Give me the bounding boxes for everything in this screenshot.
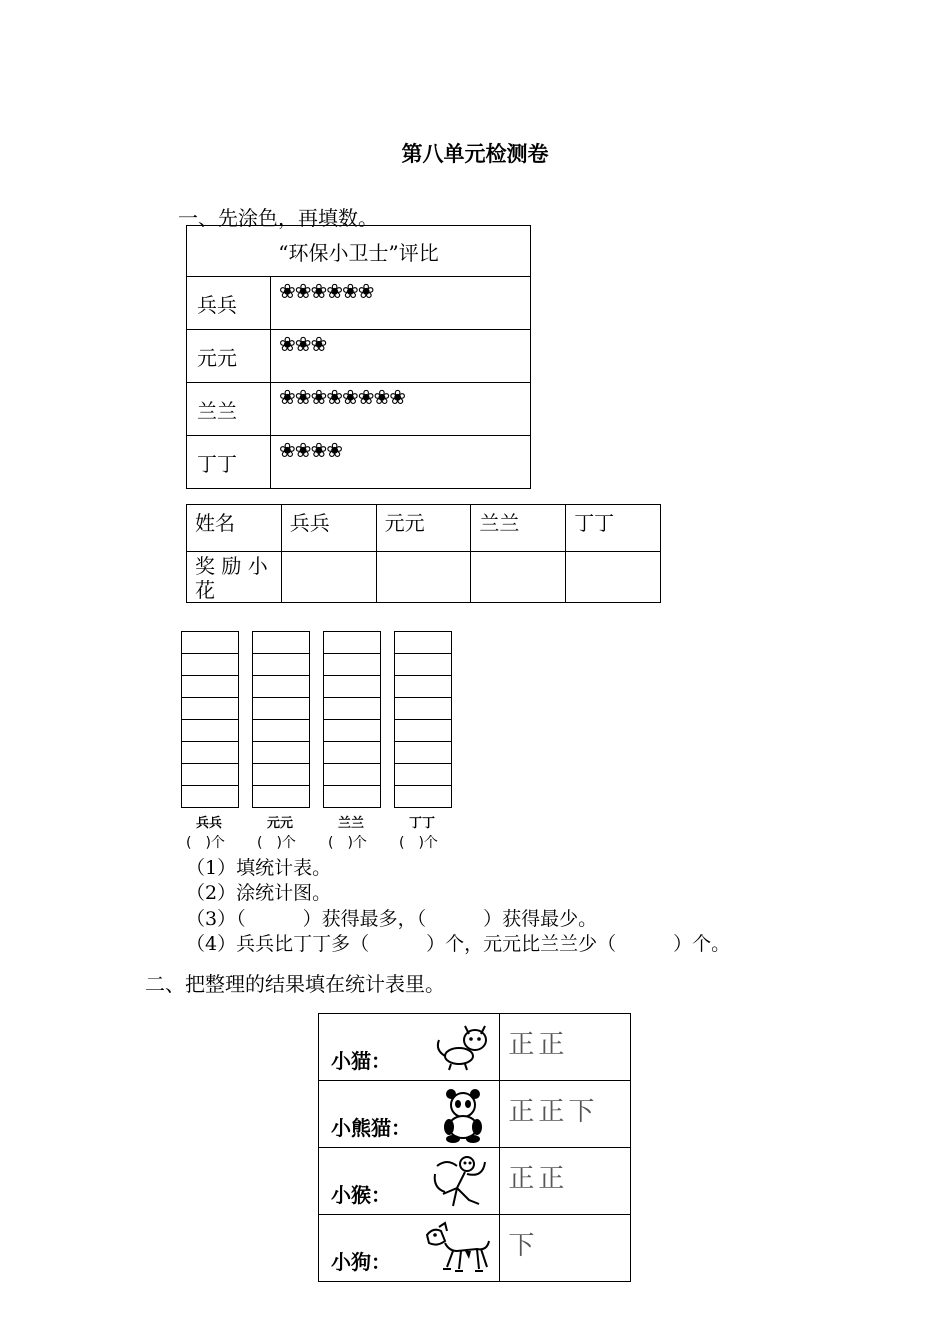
panda-icon [433, 1087, 493, 1145]
animal-label: 小猫： [331, 1049, 391, 1073]
animal-label: 小狗： [331, 1250, 391, 1274]
rating-table-header: “环保小卫士”评比 [187, 226, 531, 277]
question-4: （4）兵兵比丁丁多（ ）个，元元比兰兰少（ ）个。 [186, 933, 731, 955]
page-title: 第八单元检测卷 [401, 142, 549, 166]
tally-cell [500, 1148, 631, 1215]
tally-label-cell [319, 1014, 500, 1081]
stat-header-cell: 姓名 [187, 505, 282, 552]
chart-column[interactable] [394, 631, 452, 808]
chart-label: 兰兰 [337, 816, 364, 831]
chart-label: 兵兵 [195, 816, 222, 831]
stat-row-label: 奖 励 小 花 [187, 552, 282, 603]
chart-count: ( )个 [328, 835, 367, 851]
question-2: （2）涂统计图。 [186, 882, 332, 904]
chart-label: 丁丁 [408, 816, 435, 831]
section2-heading: 二、把整理的结果填在统计表里。 [145, 972, 445, 996]
rating-name: 兰兰 [187, 383, 271, 436]
monkey-icon [427, 1154, 493, 1210]
cat-icon [429, 1020, 493, 1072]
tally-table [318, 1013, 631, 1282]
rating-flowers: ❀❀❀❀❀❀ [271, 277, 531, 330]
dog-icon [423, 1221, 493, 1275]
rating-name: 兵兵 [187, 277, 271, 330]
rating-name: 元元 [187, 330, 271, 383]
tally-label-cell [319, 1215, 500, 1282]
rating-flowers: ❀❀❀ [271, 330, 531, 383]
question-1: （1）填统计表。 [186, 857, 332, 879]
animal-label: 小猴： [331, 1183, 391, 1207]
stat-value-cell[interactable] [566, 552, 661, 603]
stat-value-cell[interactable] [471, 552, 566, 603]
stat-value-cell[interactable] [281, 552, 376, 603]
tally-cell [500, 1081, 631, 1148]
question-3: （3）（ ）获得最多，（ ）获得最少。 [186, 908, 598, 930]
stat-header-cell: 兰兰 [471, 505, 566, 552]
tally-label-cell [319, 1148, 500, 1215]
section1-heading: 一、先涂色，再填数。 [178, 206, 378, 230]
rating-table [186, 225, 531, 489]
rating-flowers: ❀❀❀❀❀❀❀❀ [271, 383, 531, 436]
stat-header-cell: 元元 [376, 505, 471, 552]
chart-column[interactable] [252, 631, 310, 808]
stat-header-cell: 丁丁 [566, 505, 661, 552]
chart-count: ( )个 [399, 835, 438, 851]
tally-cell [500, 1014, 631, 1081]
chart-column[interactable] [323, 631, 381, 808]
chart-count: ( )个 [186, 835, 225, 851]
tally-marks: 正正下 [508, 1097, 599, 1127]
tally-marks: 正正 [508, 1030, 569, 1060]
tally-marks: 正正 [508, 1164, 569, 1194]
chart-label: 元元 [266, 816, 293, 831]
chart-count: ( )个 [257, 835, 296, 851]
rating-flowers: ❀❀❀❀ [271, 436, 531, 489]
tally-label-cell [319, 1081, 500, 1148]
tally-cell [500, 1215, 631, 1282]
tally-marks: 下 [508, 1231, 539, 1261]
chart-column[interactable] [181, 631, 239, 808]
animal-label: 小熊猫： [331, 1116, 411, 1140]
rating-name: 丁丁 [187, 436, 271, 489]
stat-value-cell[interactable] [376, 552, 471, 603]
stat-table [186, 504, 661, 603]
stat-header-cell: 兵兵 [281, 505, 376, 552]
